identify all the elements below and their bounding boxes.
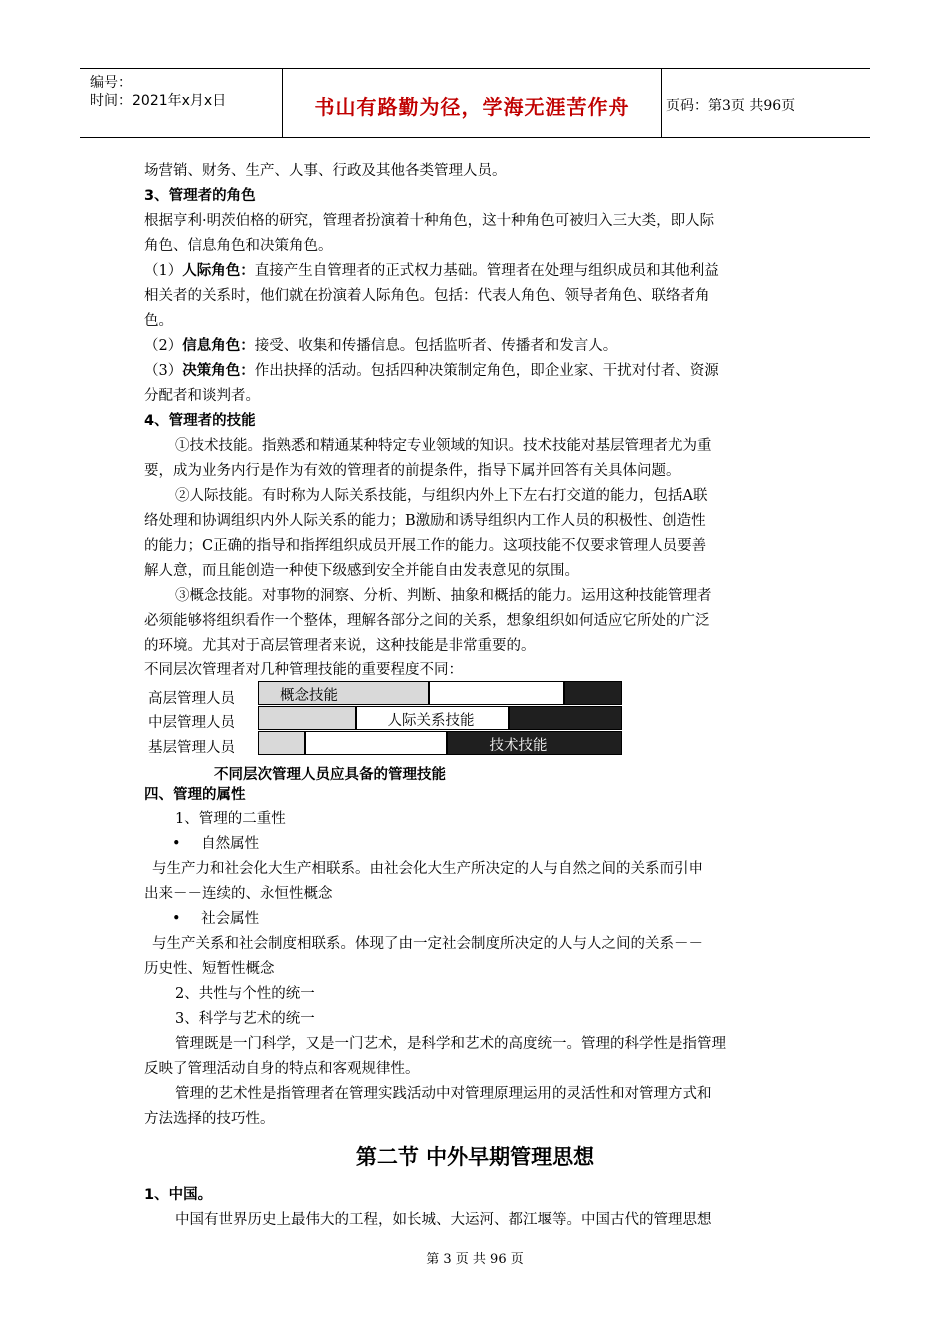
text-line: 中国有世界历史上最伟大的工程，如长城、大运河、都江堰等。中国古代的管理思想	[175, 1212, 712, 1228]
text-line: 方法选择的技巧性。	[144, 1111, 275, 1127]
header-motto-cell	[282, 69, 662, 137]
text-line: 角色、信息角色和决策角色。	[144, 238, 333, 254]
chart-intro: 不同层次管理者对几种管理技能的重要程度不同：	[144, 662, 463, 678]
role-title: 信息角色：	[182, 338, 255, 354]
heading-china: 1、中国。	[144, 1187, 213, 1203]
heading-roles: 3、管理者的角色	[144, 188, 256, 204]
series-label: 人际关系技能	[387, 713, 475, 729]
bar-segment	[564, 681, 622, 705]
role-number: （3）	[144, 363, 183, 379]
text-line: ①技术技能。指熟悉和精通某种特定专业领域的知识。技术技能对基层管理者尤为重	[175, 438, 712, 454]
bullet-text: 自然属性	[201, 836, 260, 852]
text-line: 络处理和协调组织内外人际关系的能力；B激励和诱导组织内工作人员的积极性、创造性	[144, 513, 706, 529]
chart-caption: 不同层次管理人员应具备的管理技能	[214, 767, 446, 783]
text-line: 1、管理的二重性	[175, 811, 286, 827]
doc-number-label: 编号：	[90, 75, 132, 91]
text-line: 要，成为业务内行是作为有效的管理者的前提条件，指导下属并回答有关具体问题。	[144, 463, 681, 479]
role-decisional	[144, 361, 719, 381]
header-page-info: 页码：第3页 共96页	[666, 98, 796, 114]
text-line: 出来－－连续的、永恒性概念	[144, 886, 333, 902]
bar-segment	[258, 731, 305, 755]
bar-segment	[429, 681, 564, 705]
bar-segment	[509, 706, 622, 730]
category-label: 基层管理人员	[148, 740, 235, 756]
text-line: 与生产力和社会化大生产相联系。由社会化大生产所决定的人与自然之间的关系而引申	[152, 861, 703, 877]
bar-segment	[305, 731, 447, 755]
role-interpersonal	[144, 261, 719, 281]
page-header	[80, 68, 870, 138]
text-line: 相关者的关系时，他们就在扮演着人际角色。包括：代表人角色、领导者角色、联络者角	[144, 288, 710, 304]
text-line: 与生产关系和社会制度相联系。体现了由一定社会制度所决定的人与人之间的关系－－	[152, 936, 703, 952]
bullet-icon: •	[172, 911, 181, 927]
text-line: 必须能够将组织看作一个整体，理解各部分之间的关系，想象组织如何适应它所处的广泛	[144, 613, 710, 629]
text-line: 色。	[144, 313, 173, 329]
category-label: 中层管理人员	[148, 715, 235, 731]
series-label: 技术技能	[489, 738, 548, 754]
text-line: 2、共性与个性的统一	[175, 986, 315, 1002]
section-title: 第二节 中外早期管理思想	[355, 1145, 595, 1169]
role-informational	[144, 336, 617, 356]
text-line: 的环境。尤其对于高层管理者来说，这种技能是非常重要的。	[144, 638, 536, 654]
text-line: 的能力；C正确的指导和指挥组织成员开展工作的能力。这项技能不仅要求管理人员要善	[144, 538, 707, 554]
bullet-icon: •	[172, 836, 181, 852]
bullet-item	[172, 909, 259, 929]
text-line: 管理的艺术性是指管理者在管理实践活动中对管理原理运用的灵活性和对管理方式和	[175, 1086, 712, 1102]
role-text: 直接产生自管理者的正式权力基础。管理者在处理与组织成员和其他利益	[254, 263, 719, 279]
text-line: 解人意，而且能创造一种使下级感到安全并能自由发表意见的氛围。	[144, 563, 579, 579]
text-line: 反映了管理活动自身的特点和客观规律性。	[144, 1061, 420, 1077]
role-number: （2）	[144, 338, 183, 354]
role-text: 作出抉择的活动。包括四种决策制定角色，即企业家、干扰对付者、资源	[254, 363, 719, 379]
text-line: 分配者和谈判者。	[144, 388, 260, 404]
bullet-item	[172, 834, 259, 854]
doc-time-label: 时间：2021年x月x日	[90, 93, 227, 109]
bar-segment	[258, 706, 356, 730]
series-label: 概念技能	[280, 688, 338, 704]
header-motto: 书山有路勤为径，学海无涯苦作舟	[314, 95, 630, 119]
role-title: 人际角色：	[182, 263, 255, 279]
role-title: 决策角色：	[182, 363, 255, 379]
page-footer: 第 3 页 共 96 页	[426, 1252, 524, 1267]
bullet-text: 社会属性	[201, 911, 260, 927]
header-page-cell	[662, 69, 870, 137]
text-line: 历史性、短暂性概念	[144, 961, 275, 977]
heading-attributes: 四、管理的属性	[144, 787, 246, 803]
text-line: 3、科学与艺术的统一	[175, 1011, 315, 1027]
text-line: ②人际技能。有时称为人际关系技能，与组织内外上下左右打交道的能力，包括A联	[175, 488, 708, 504]
heading-skills: 4、管理者的技能	[144, 413, 256, 429]
category-label: 高层管理人员	[148, 691, 235, 707]
role-number: （1）	[144, 263, 183, 279]
header-meta	[80, 69, 282, 137]
role-text: 接受、收集和传播信息。包括监听者、传播者和发言人。	[254, 338, 618, 354]
text-line: 场营销、财务、生产、人事、行政及其他各类管理人员。	[144, 163, 507, 179]
text-line: 管理既是一门科学，又是一门艺术，是科学和艺术的高度统一。管理的科学性是指管理	[175, 1036, 726, 1052]
text-line: 根据亨利·明茨伯格的研究，管理者扮演着十种角色，这十种角色可被归入三大类，即人际	[144, 213, 715, 229]
text-line: ③概念技能。对事物的洞察、分析、判断、抽象和概括的能力。运用这种技能管理者	[175, 588, 712, 604]
